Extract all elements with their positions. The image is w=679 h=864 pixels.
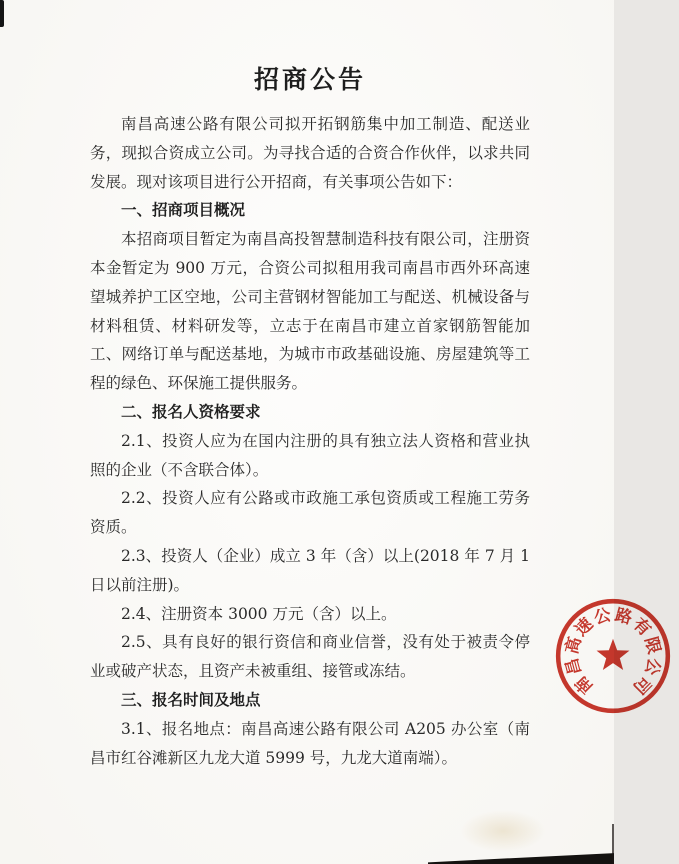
section-3-heading: 三、报名时间及地点 bbox=[121, 689, 261, 709]
section-2-item-2-1: 2.1、投资人应为在国内注册的具有独立法人资格和营业执照的企业（不含联合体）。 bbox=[90, 431, 530, 479]
scan-stain bbox=[460, 810, 546, 852]
section-1-heading: 一、招商项目概况 bbox=[121, 200, 246, 220]
seal-character: 路 bbox=[613, 604, 635, 628]
section-2-item-2-3: 2.3、投资人（企业）成立 3 年（含）以上(2018 年 7 月 1 日以前注册)。 bbox=[90, 546, 530, 594]
company-seal bbox=[547, 590, 679, 722]
scan-artifact-right-edge bbox=[612, 824, 614, 864]
section-1-paragraph: 本招商项目暂定为南昌高投智慧制造科技有限公司，注册资本金暂定为 900 万元，合资公司拟租用我司南昌市西外环高速望城养护工区空地，公司主营钢材智能加工与配送、机械设备与材料租赁、材料研发等，立志于在南昌市建立首家钢筋智能加工、网络订单与配送基地，为城市市政基础设施、房屋建筑等工程的绿色、环保施工提供服务。 bbox=[90, 230, 530, 393]
scan-artifact-top-left bbox=[0, 0, 4, 27]
star-icon bbox=[597, 639, 630, 670]
section-2-item-2-2: 2.2、投资人应有公路或市政施工承包资质或工程施工劳务资质。 bbox=[90, 489, 530, 537]
section-3-item-3-1: 3.1、报名地点：南昌高速公路有限公司 A205 办公室（南昌市红谷滩新区九龙大道 5999 号，九龙大道南端）。 bbox=[90, 719, 530, 767]
section-2-heading: 二、报名人资格要求 bbox=[121, 401, 261, 421]
section-2-item-2-5: 2.5、具有良好的银行资信和商业信誉，没有处于被责令停业或破产状态，且资产未被重组、接管或冻结。 bbox=[90, 633, 530, 681]
intro-paragraph: 南昌高速公路有限公司拟开拓钢筋集中加工制造、配送业务，现拟合资成立公司。为寻找合适的合资合作伙伴，以求共同发展。现对该项目进行公开招商，有关事项公告如下： bbox=[90, 115, 530, 191]
document-content bbox=[90, 62, 530, 772]
seal-character: 有 bbox=[629, 613, 656, 640]
scan-artifact-bottom-edge bbox=[428, 850, 614, 864]
seal-character: 公 bbox=[591, 604, 613, 628]
seal-character: 速 bbox=[570, 613, 597, 640]
section-2-item-2-4: 2.4、注册资本 3000 万元（含）以上。 bbox=[121, 604, 397, 623]
company-seal-svg bbox=[547, 590, 679, 722]
page-title: 招商公告 bbox=[253, 65, 366, 94]
seal-character: 司 bbox=[629, 672, 656, 699]
seal-character: 公 bbox=[641, 656, 665, 678]
seal-character: 限 bbox=[641, 634, 665, 656]
seal-character: 高 bbox=[561, 634, 585, 656]
seal-character: 南 bbox=[570, 672, 597, 699]
seal-character: 昌 bbox=[561, 656, 585, 678]
